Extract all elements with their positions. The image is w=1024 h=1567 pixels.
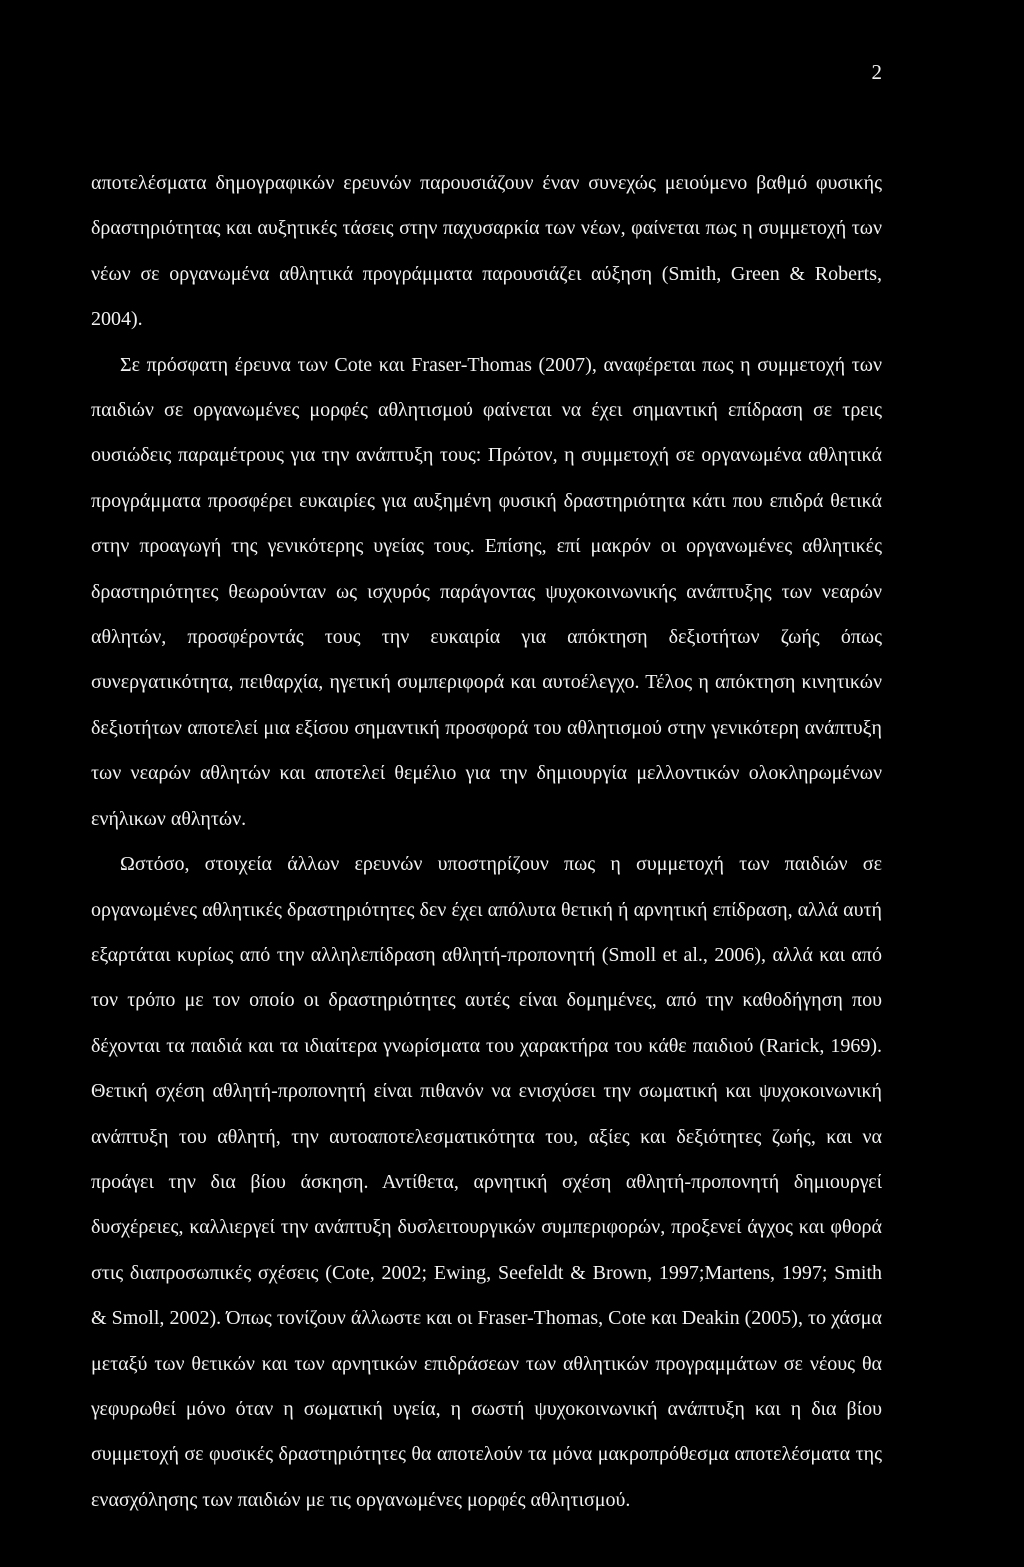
paragraph-coach-athlete-relationship: Ωστόσο, στοιχεία άλλων ερευνών υποστηρίζουν πως η συμμετοχή των παιδιών σε οργανωμένες αθλητικές δραστηριότητες δεν έχει απόλυτα θετική ή αρνητική επίδραση, αλλά αυτή εξαρτάται κυρίως από την αλληλεπίδραση αθλητή-προπονητή (Smoll et al., 2006), αλλά και από τον τρόπο με τον οποίο οι δραστηριότητες αυτές είναι δομημένες, από την καθοδήγηση που δέχονται τα παιδιά και τα ιδιαίτερα γνωρίσματα του χαρακτήρα του κάθε παιδιού (Rarick, 1969). Θετική σχέση αθλητή-προπονητή είναι πιθανόν να ενισχύσει την σωματική και ψυχοκοινωνική ανάπτυξη του αθλητή, την αυτοαποτελεσματικότητα του, αξίες και δεξιότητες ζωής, και να προάγει την δια βίου άσκηση. Αντίθετα, αρνητική σχέση αθλητή-προπονητή δημιουργεί δυσχέρειες, καλλιεργεί την ανάπτυξη δυσλειτουργικών συμπεριφορών, προξενεί άγχος και φθορά στις διαπροσωπικές σχέσεις (Cote, 2002; Ewing, Seefeldt & Brown, 1997;Martens, 1997; Smith & Smoll, 2002). Όπως τονίζουν άλλωστε και οι Fraser-Thomas, Cote και Deakin (2005), το χάσμα μεταξύ των θετικών και των αρνητικών επιδράσεων των αθλητικών προγραμμάτων σε νέους θα γεφυρωθεί μόνο όταν η σωματική υγεία, η σωστή ψυχοκοινωνική ανάπτυξη και η δια βίου συμμετοχή σε φυσικές δραστηριότητες θα αποτελούν τα μόνα μακροπρόθεσμα αποτελέσματα της ενασχόλησης των παιδιών με τις οργανωμένες μορφές αθλητισμού.: [91, 853, 882, 1511]
page-number: 2: [871, 60, 882, 84]
body-text: [91, 161, 882, 1523]
paragraph-cote-fraser-thomas: Σε πρόσφατη έρευνα των Cote και Fraser-Thomas (2007), αναφέρεται πως η συμμετοχή των παιδιών σε οργανωμένες μορφές αθλητισμού φαίνεται να έχει σημαντική επίδραση σε τρεις ουσιώδεις παραμέτρους για την ανάπτυξη τους: Πρώτον, η συμμετοχή σε οργανωμένα αθλητικά προγράμματα προσφέρει ευκαιρίες για αυξημένη φυσική δραστηριότητα κάτι που επιδρά θετικά στην προαγωγή της γενικότερης υγείας τους. Επίσης, επί μακρόν οι οργανωμένες αθλητικές δραστηριότητες θεωρούνταν ως ισχυρός παράγοντας ψυχοκοινωνικής ανάπτυξης των νεαρών αθλητών, προσφέροντάς τους την ευκαιρία για απόκτηση δεξιοτήτων ζωής όπως συνεργατικότητα, πειθαρχία, ηγετική συμπεριφορά και αυτοέλεγχο. Τέλος η απόκτηση κινητικών δεξιοτήτων αποτελεί μια εξίσου σημαντική προσφορά του αθλητισμού στην γενικότερη ανάπτυξη των νεαρών αθλητών και αποτελεί θεμέλιο για την δημιουργία μελλοντικών ολοκληρωμένων ενήλικων αθλητών.: [91, 353, 882, 830]
paragraph-continued: αποτελέσματα δημογραφικών ερευνών παρουσιάζουν έναν συνεχώς μειούμενο βαθμό φυσικής δραστηριότητας και αυξητικές τάσεις στην παχυσαρκία των νέων, φαίνεται πως η συμμετοχή των νέων σε οργανωμένα αθλητικά προγράμματα παρουσιάζει αύξηση (Smith, Green & Roberts, 2004).: [91, 172, 882, 331]
